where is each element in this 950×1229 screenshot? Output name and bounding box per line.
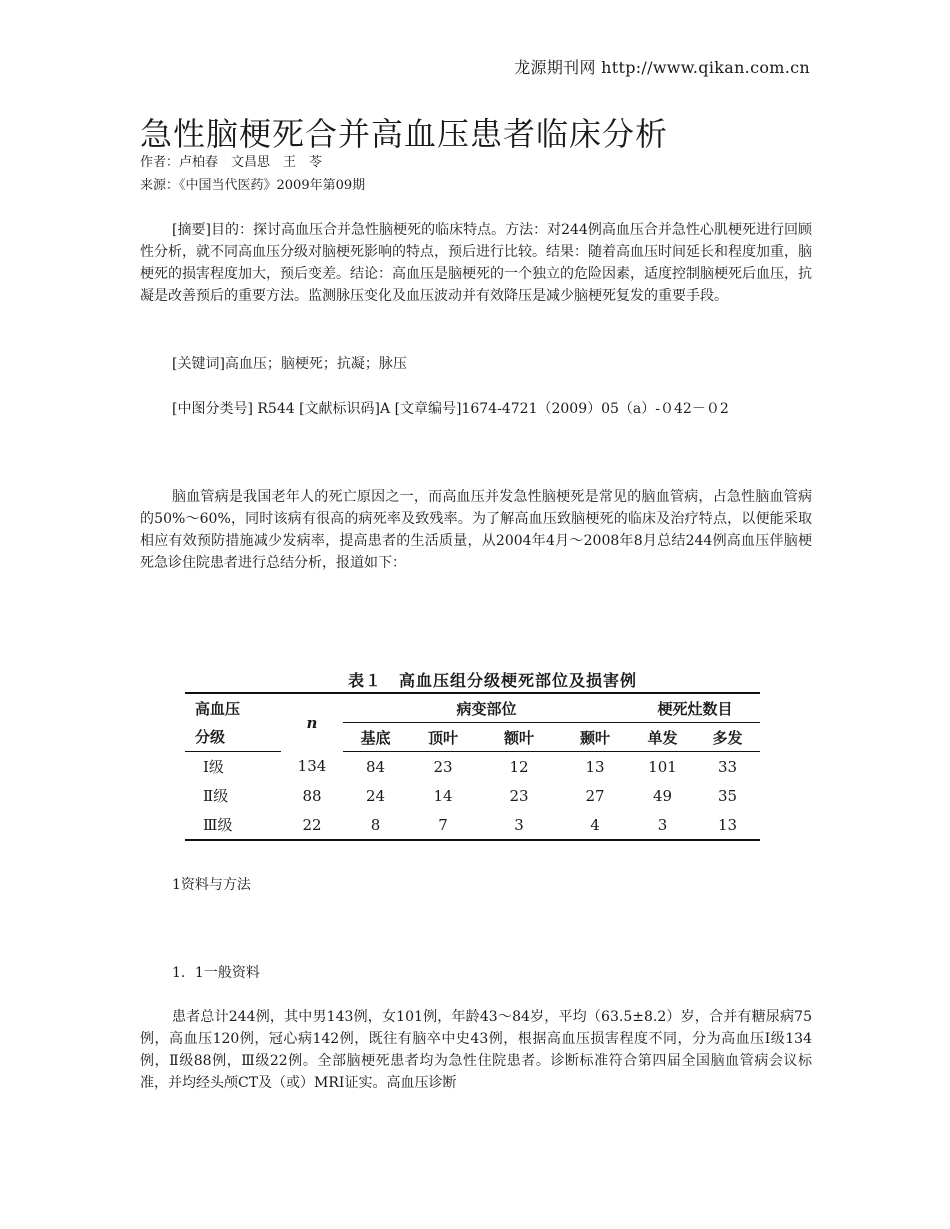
header-infarct-count: 梗死灶数目: [630, 693, 760, 723]
abstract: [摘要]目的：探讨高血压合并急性脑梗死的临床特点。方法：对244例高血压合并急性心肌梗死进行回顾性分析，就不同高血压分级对脑梗死影响的特点，预后进行比较。结果：随着高血压时间延长和程度加重，脑梗死的损害程度加大，预后变差。结论：高血压是脑梗死的一个独立的危险因素，适度控制脑梗死后血压，抗凝是改善预后的重要方法。监测脉压变化及血压波动并有效降压是减少脑梗死复发的重要手段。: [140, 222, 812, 304]
column-header: 单发: [630, 723, 695, 752]
table-row: [185, 752, 760, 782]
table-cell: 23: [509, 786, 529, 805]
table-row: [185, 810, 760, 840]
cell-n: 22: [281, 810, 343, 840]
table-cell: 23: [433, 757, 453, 776]
keywords: [关键词]高血压；脑梗死；抗凝；脉压: [172, 356, 407, 372]
header-n: n: [281, 693, 343, 752]
table-cell: 33: [717, 757, 738, 776]
column-header: 额叶: [478, 723, 560, 752]
table-cell: 101: [648, 757, 677, 776]
table-cell: 8: [343, 810, 408, 840]
table-cell: 27: [585, 786, 605, 805]
table-cell: 49: [652, 786, 673, 805]
table-caption: 表１ 高血压组分级梗死部位及损害例: [347, 671, 637, 690]
table-row: [185, 781, 760, 810]
article-title: 急性脑梗死合并高血压患者临床分析: [140, 115, 669, 153]
section-heading-1: 1资料与方法: [172, 877, 251, 893]
header-lesion-site: 病变部位: [343, 693, 630, 723]
header-grade: 高血压: [185, 693, 281, 723]
row-grade: Ⅱ级: [203, 787, 229, 805]
row-grade: Ⅰ级: [203, 758, 224, 776]
table-cell: 14: [433, 786, 453, 805]
table-cell: 4: [560, 810, 630, 840]
table-cell: 13: [585, 757, 605, 776]
source-header: 龙源期刊网 http://www.qikan.com.cn: [514, 58, 810, 77]
column-header: 基底: [343, 723, 408, 752]
table-cell: 3: [478, 810, 560, 840]
row-grade: Ⅲ级: [185, 810, 281, 840]
table-cell: 7: [408, 810, 478, 840]
section-heading-1-1: 1．1一般资料: [172, 965, 260, 981]
cell-n: 88: [302, 786, 322, 805]
header-grade-sub: 分级: [185, 723, 281, 752]
column-header: 顶叶: [408, 723, 478, 752]
table-cell: 84: [365, 757, 386, 776]
article-authors: 作者：卢柏春 文昌思 王 苓: [140, 155, 323, 170]
table-cell: 35: [717, 786, 738, 805]
body-paragraph: 患者总计244例，其中男143例，女101例，年龄43～84岁，平均（63.5±8.2）岁，合并有糖尿病75例，高血压120例，冠心病142例，既往有脑卒中史43例，根据高血压损害程度不同，分为高血压Ⅰ级134例，Ⅱ级88例，Ⅲ级22例。全部脑梗死患者均为急性住院患者。诊断标准符合第四届全国脑血管病会议标准，并均经头颅CT及（或）MRI证实。高血压诊断: [140, 1009, 812, 1091]
column-header: 多发: [695, 723, 760, 752]
classification: [中图分类号] R544 [文献标识码]A [文章编号]1674-4721（2009）05（a）-０42－０2: [172, 401, 729, 417]
cell-n: 134: [297, 757, 327, 776]
column-header: 颞叶: [560, 723, 630, 752]
table-cell: 3: [630, 810, 695, 840]
article-source: 来源：《中国当代医药》2009年第09期: [140, 178, 366, 193]
table-1: [185, 668, 760, 841]
data-table: [185, 692, 760, 841]
table-cell: 13: [695, 810, 760, 840]
table-cell: 12: [509, 757, 529, 776]
intro-paragraph: 脑血管病是我国老年人的死亡原因之一，而高血压并发急性脑梗死是常见的脑血管病，占急性脑血管病的50%～60%，同时该病有很高的病死率及致残率。为了解高血压致脑梗死的临床及治疗特点，以便能采取相应有效预防措施减少发病率，提高患者的生活质量，从2004年4月～2008年8月总结244例高血压伴脑梗死急诊住院患者进行总结分析，报道如下：: [140, 489, 812, 571]
table-cell: 24: [365, 786, 386, 805]
